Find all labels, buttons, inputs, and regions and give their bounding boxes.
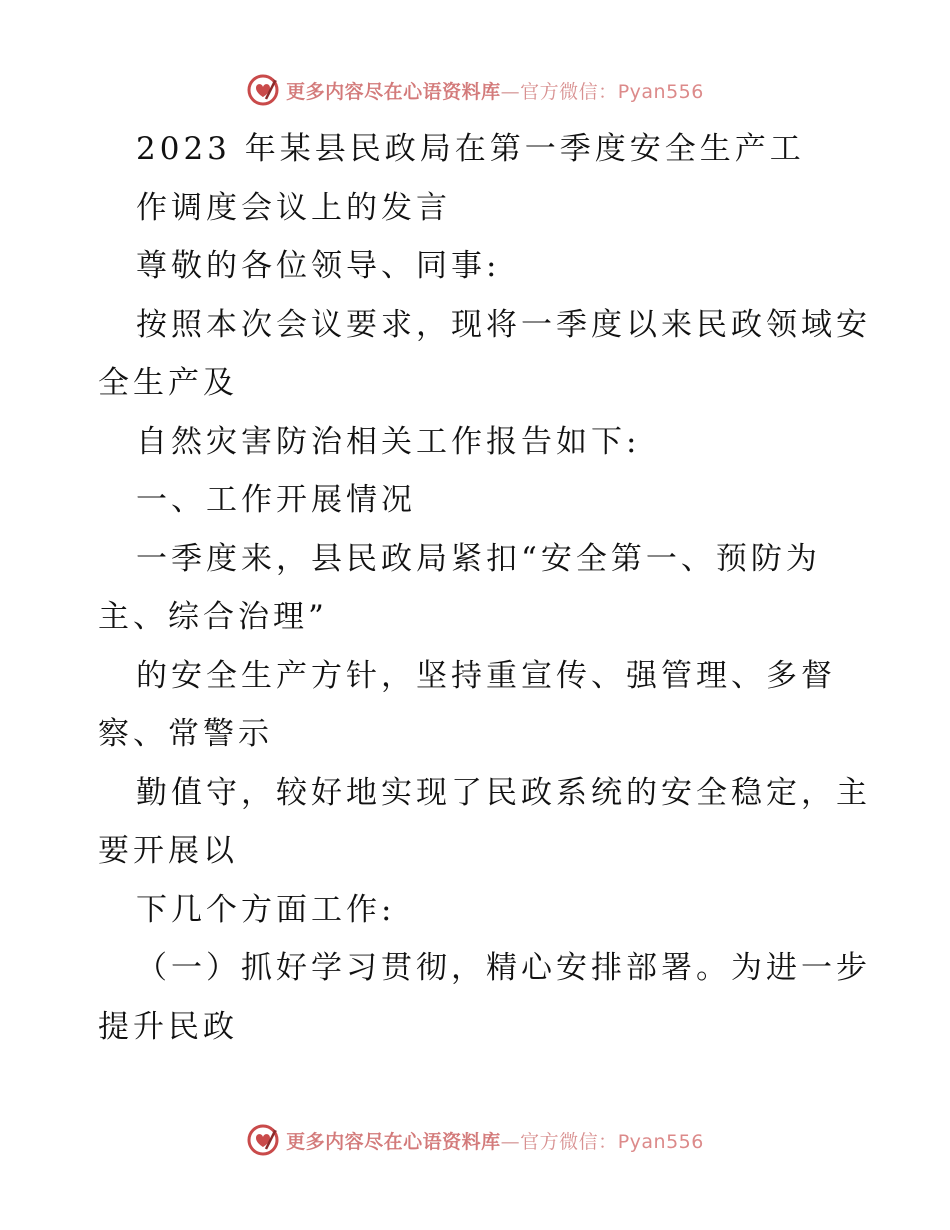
document-line: （一）抓好学习贯彻，精心安排部署。为进一步 bbox=[136, 950, 871, 986]
watermark-group bbox=[246, 1123, 704, 1157]
document-line: 按照本次会议要求，现将一季度以来民政领域安 bbox=[136, 306, 871, 343]
document-line: 自然灾害防治相关工作报告如下: bbox=[136, 423, 641, 460]
document-line: 察、常警示 bbox=[98, 716, 273, 752]
watermark-wechat-label: 官方微信： bbox=[520, 1130, 618, 1153]
document-line: 下几个方面工作: bbox=[136, 891, 396, 928]
watermark-group bbox=[246, 73, 704, 107]
document-line: 的安全生产方针，坚持重宣传、强管理、多督 bbox=[136, 657, 836, 694]
document-line: 作调度会议上的发言 bbox=[136, 189, 451, 226]
document-line: 一季度来，县民政局紧扣“安全第一、预防为 bbox=[136, 540, 821, 577]
document-body bbox=[98, 120, 871, 1056]
footer-watermark-banner bbox=[0, 1120, 950, 1160]
watermark-brand: 更多内容尽在心语资料库 bbox=[286, 80, 501, 103]
heart-pen-logo-icon bbox=[246, 73, 280, 107]
header-watermark-banner bbox=[0, 70, 950, 110]
document-line: 勤值守，较好地实现了民政系统的安全稳定，主 bbox=[136, 774, 871, 811]
heart-pen-logo-icon bbox=[246, 1123, 280, 1157]
document-line: 尊敬的各位领导、同事: bbox=[136, 248, 501, 284]
watermark-brand: 更多内容尽在心语资料库 bbox=[286, 1130, 501, 1153]
watermark-separator: — bbox=[500, 1130, 521, 1153]
document-line: 提升民政 bbox=[98, 1008, 238, 1045]
document-line: 全生产及 bbox=[98, 365, 238, 401]
document-line: 主、综合治理” bbox=[98, 599, 328, 635]
document-line: 2023 年某县民政局在第一季度安全生产工 bbox=[136, 131, 805, 167]
watermark-text bbox=[286, 1127, 704, 1154]
watermark-text bbox=[286, 77, 704, 104]
watermark-wechat-id: Pyan556 bbox=[617, 80, 704, 103]
document-line: 要开展以 bbox=[98, 833, 238, 869]
watermark-separator: — bbox=[500, 80, 521, 103]
watermark-wechat-id: Pyan556 bbox=[617, 1130, 704, 1153]
document-line: 一、工作开展情况 bbox=[136, 482, 416, 518]
watermark-wechat-label: 官方微信： bbox=[520, 80, 618, 103]
